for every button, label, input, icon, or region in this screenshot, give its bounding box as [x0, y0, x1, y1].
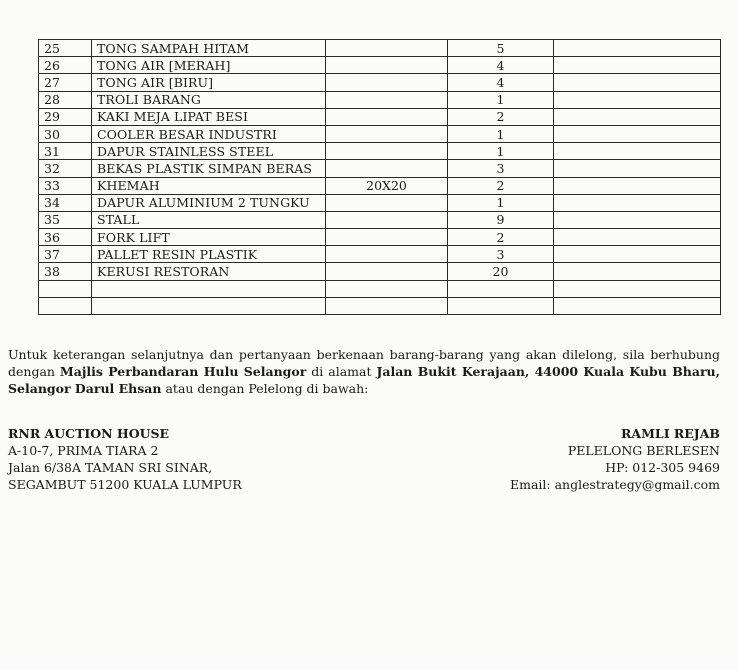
item-name: COOLER BESAR INDUSTRI [92, 125, 326, 142]
row-number: 26 [39, 57, 92, 74]
item-note [554, 91, 721, 108]
item-quantity: 2 [448, 229, 554, 246]
table-row [39, 57, 721, 74]
item-name: DAPUR ALUMINIUM 2 TUNGKU [92, 194, 326, 211]
row-number: 28 [39, 91, 92, 108]
item-quantity: 3 [448, 160, 554, 177]
item-note [554, 57, 721, 74]
table-row [39, 40, 721, 57]
table-row [39, 125, 721, 142]
row-number: 36 [39, 229, 92, 246]
table-row [39, 263, 721, 280]
item-note [554, 211, 721, 228]
auctioneer-name: RAMLI REJAB [620, 426, 720, 441]
item-spec [326, 57, 448, 74]
item-name: KAKI MEJA LIPAT BESI [92, 108, 326, 125]
item-spec [326, 91, 448, 108]
table-row [39, 177, 721, 194]
item-name: TONG SAMPAH HITAM [92, 40, 326, 57]
item-note [554, 177, 721, 194]
item-spec [326, 40, 448, 57]
item-spec [326, 108, 448, 125]
row-number: 32 [39, 160, 92, 177]
row-number: 38 [39, 263, 92, 280]
item-quantity: 3 [448, 246, 554, 263]
item-quantity [448, 297, 554, 314]
item-name [92, 280, 326, 297]
auction-house-block [8, 425, 242, 493]
auctioneer-phone: HP: 012-305 9469 [605, 460, 720, 475]
item-name: PALLET RESIN PLASTIK [92, 246, 326, 263]
row-number [39, 297, 92, 314]
item-name: BEKAS PLASTIK SIMPAN BERAS [92, 160, 326, 177]
item-quantity: 1 [448, 91, 554, 108]
item-note [554, 108, 721, 125]
item-quantity: 2 [448, 108, 554, 125]
item-spec [326, 160, 448, 177]
auction-house-line3: SEGAMBUT 51200 KUALA LUMPUR [8, 477, 242, 492]
info-part2: di alamat [306, 364, 377, 379]
item-note [554, 125, 721, 142]
item-spec [326, 211, 448, 228]
item-name: DAPUR STAINLESS STEEL [92, 143, 326, 160]
auctioneer-email: Email: anglestrategy@gmail.com [509, 477, 720, 492]
item-quantity: 1 [448, 125, 554, 142]
item-quantity: 1 [448, 194, 554, 211]
auction-house-line2: Jalan 6/38A TAMAN SRI SINAR, [8, 460, 213, 475]
row-number [39, 280, 92, 297]
item-name: KERUSI RESTORAN [92, 263, 326, 280]
table-row [39, 280, 721, 297]
item-note [554, 143, 721, 160]
item-spec [326, 263, 448, 280]
item-quantity: 5 [448, 40, 554, 57]
items-table-body [39, 40, 721, 315]
auction-house-name: RNR AUCTION HOUSE [8, 426, 170, 441]
item-name [92, 297, 326, 314]
item-name: TONG AIR [BIRU] [92, 74, 326, 91]
item-spec: 20X20 [326, 177, 448, 194]
row-number: 33 [39, 177, 92, 194]
auctioneer-title: PELELONG BERLESEN [567, 443, 720, 458]
table-row [39, 74, 721, 91]
item-spec [326, 125, 448, 142]
row-number: 35 [39, 211, 92, 228]
row-number: 29 [39, 108, 92, 125]
items-table [38, 39, 721, 315]
item-spec [326, 246, 448, 263]
table-row [39, 160, 721, 177]
table-row [39, 194, 721, 211]
table-row [39, 297, 721, 314]
item-quantity: 20 [448, 263, 554, 280]
item-name: FORK LIFT [92, 229, 326, 246]
item-note [554, 160, 721, 177]
item-name: KHEMAH [92, 177, 326, 194]
info-part1: Untuk keterangan selanjutnya dan pertanyaan berkenaan barang-barang yang akan dilelong, sila berhubung dengan [8, 347, 720, 379]
table-row [39, 143, 721, 160]
row-number: 37 [39, 246, 92, 263]
row-number: 31 [39, 143, 92, 160]
info-paragraph [8, 346, 720, 397]
council-address: Jalan Bukit Kerajaan, 44000 Kuala Kubu Bharu, Selangor Darul Ehsan [8, 364, 720, 396]
item-note [554, 229, 721, 246]
row-number: 27 [39, 74, 92, 91]
council-name: Majlis Perbandaran Hulu Selangor [59, 364, 307, 379]
item-note [554, 194, 721, 211]
auctioneer-block [510, 425, 720, 493]
item-quantity: 4 [448, 57, 554, 74]
table-row [39, 246, 721, 263]
item-spec [326, 280, 448, 297]
row-number: 25 [39, 40, 92, 57]
info-part3: atau dengan Pelelong di bawah: [161, 381, 369, 396]
table-row [39, 108, 721, 125]
item-spec [326, 143, 448, 160]
item-quantity [448, 280, 554, 297]
item-quantity: 4 [448, 74, 554, 91]
item-name: TROLI BARANG [92, 91, 326, 108]
table-row [39, 229, 721, 246]
row-number: 34 [39, 194, 92, 211]
item-spec [326, 229, 448, 246]
item-note [554, 280, 721, 297]
item-note [554, 40, 721, 57]
item-quantity: 2 [448, 177, 554, 194]
item-note [554, 263, 721, 280]
item-quantity: 1 [448, 143, 554, 160]
item-note [554, 297, 721, 314]
item-note [554, 246, 721, 263]
item-note [554, 74, 721, 91]
item-spec [326, 194, 448, 211]
item-spec [326, 297, 448, 314]
row-number: 30 [39, 125, 92, 142]
item-name: STALL [92, 211, 326, 228]
item-quantity: 9 [448, 211, 554, 228]
table-row [39, 91, 721, 108]
item-spec [326, 74, 448, 91]
auction-house-line1: A-10-7, PRIMA TIARA 2 [8, 443, 159, 458]
table-row [39, 211, 721, 228]
item-name: TONG AIR [MERAH] [92, 57, 326, 74]
